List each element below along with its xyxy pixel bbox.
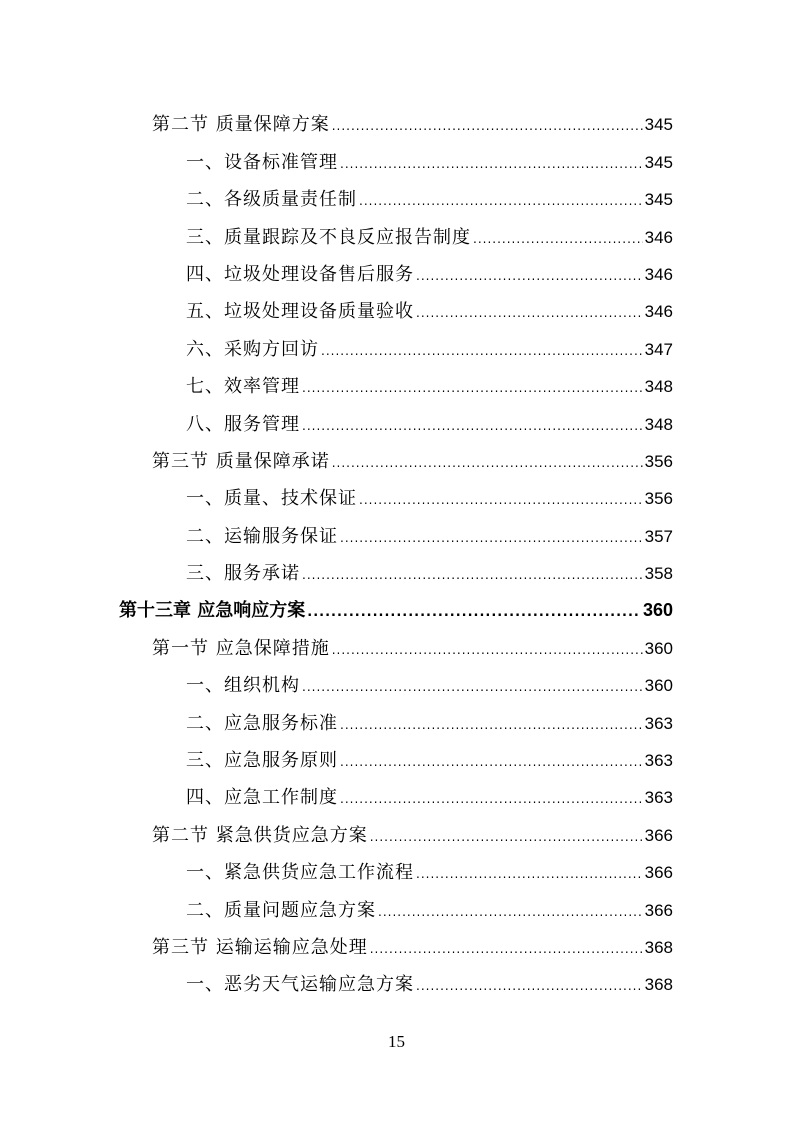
toc-entry-page: 366: [644, 863, 673, 883]
toc-entry-title: 六、采购方回访: [186, 338, 319, 360]
toc-entry-item[interactable]: [0, 510, 793, 547]
toc-entry-item[interactable]: [0, 286, 793, 323]
toc-leader-dots: [302, 680, 643, 694]
toc-entry-item[interactable]: [0, 735, 793, 772]
toc-entry-section[interactable]: [0, 809, 793, 846]
toc-entry-page: 345: [644, 190, 673, 210]
toc-entry-item[interactable]: [0, 959, 793, 996]
toc-entry-title: 三、服务承诺: [186, 563, 300, 585]
toc-entry-title: 一、恶劣天气运输应急方案: [186, 974, 414, 996]
toc-entry-page: 346: [644, 264, 673, 284]
toc-entry-page: 368: [644, 937, 673, 957]
toc-leader-dots: [302, 381, 643, 395]
toc-leader-dots: [332, 643, 643, 657]
toc-entry-item[interactable]: [0, 211, 793, 248]
toc-leader-dots: [332, 456, 643, 470]
toc-entry-page: 366: [644, 825, 673, 845]
toc-entry-item[interactable]: [0, 772, 793, 809]
toc-entry-page: 368: [644, 975, 673, 995]
toc-entry-section[interactable]: [0, 436, 793, 473]
toc-entry-title: 第二节 质量保障方案: [152, 114, 330, 136]
toc-leader-dots: [370, 830, 643, 844]
toc-entry-item[interactable]: [0, 697, 793, 734]
toc-entry-title: 八、服务管理: [186, 413, 300, 435]
toc-leader-dots: [340, 157, 643, 171]
toc-entry-item[interactable]: [0, 174, 793, 211]
toc-leader-dots: [302, 568, 643, 582]
toc-entry-section[interactable]: [0, 922, 793, 959]
toc-entry-item[interactable]: [0, 361, 793, 398]
toc-entry-page: 360: [644, 638, 673, 658]
toc-entry-title: 四、应急工作制度: [186, 787, 338, 809]
toc-entry-title: 一、紧急供货应急工作流程: [186, 862, 414, 884]
toc-entry-title: 三、质量跟踪及不良反应报告制度: [186, 226, 471, 248]
toc-entry-title: 第十三章 应急响应方案: [119, 600, 306, 622]
toc-entry-page: 346: [644, 302, 673, 322]
toc-entry-item[interactable]: [0, 548, 793, 585]
toc-leader-dots: [321, 344, 643, 358]
page-number: 15: [388, 1032, 405, 1051]
toc-leader-dots: [473, 232, 643, 246]
toc-entry-page: 347: [644, 339, 673, 359]
toc-entry-title: 第一节 应急保障措施: [152, 637, 330, 659]
toc-entry-page: 363: [644, 751, 673, 771]
toc-entry-item[interactable]: [0, 660, 793, 697]
toc-leader-dots: [359, 194, 643, 208]
toc-leader-dots: [359, 493, 643, 507]
toc-entry-page: 360: [642, 600, 673, 621]
toc-entry-title: 三、应急服务原则: [186, 750, 338, 772]
table-of-contents: [0, 99, 793, 996]
toc-entry-item[interactable]: [0, 323, 793, 360]
toc-entry-title: 一、质量、技术保证: [186, 488, 357, 510]
toc-entry-page: 346: [644, 227, 673, 247]
toc-entry-title: 二、应急服务标准: [186, 712, 338, 734]
toc-entry-page: 356: [644, 451, 673, 471]
toc-leader-dots: [302, 419, 643, 433]
toc-entry-page: 357: [644, 526, 673, 546]
toc-entry-page: 345: [644, 115, 673, 135]
toc-leader-dots: [416, 269, 643, 283]
toc-entry-title: 二、运输服务保证: [186, 525, 338, 547]
toc-entry-item[interactable]: [0, 249, 793, 286]
toc-leader-dots: [332, 119, 643, 133]
toc-entry-title: 第三节 运输运输应急处理: [152, 936, 368, 958]
toc-entry-title: 二、各级质量责任制: [186, 189, 357, 211]
toc-entry-page: 356: [644, 489, 673, 509]
toc-leader-dots: [416, 867, 643, 881]
toc-entry-title: 一、设备标准管理: [186, 151, 338, 173]
toc-leader-dots: [416, 979, 643, 993]
toc-entry-title: 第三节 质量保障承诺: [152, 450, 330, 472]
toc-entry-title: 二、质量问题应急方案: [186, 899, 376, 921]
toc-entry-page: 360: [644, 676, 673, 696]
toc-entry-section[interactable]: [0, 622, 793, 659]
toc-entry-item[interactable]: [0, 847, 793, 884]
toc-entry-title: 四、垃圾处理设备售后服务: [186, 263, 414, 285]
toc-entry-title: 七、效率管理: [186, 376, 300, 398]
toc-entry-page: 345: [644, 152, 673, 172]
toc-leader-dots: [340, 755, 643, 769]
toc-entry-chapter[interactable]: [0, 585, 793, 622]
toc-entry-item[interactable]: [0, 473, 793, 510]
toc-entry-page: 366: [644, 900, 673, 920]
toc-leader-dots: [340, 792, 643, 806]
toc-entry-title: 五、垃圾处理设备质量验收: [186, 301, 414, 323]
toc-leader-dots: [340, 718, 643, 732]
toc-entry-title: 一、组织机构: [186, 675, 300, 697]
toc-entry-section[interactable]: [0, 99, 793, 136]
toc-entry-page: 348: [644, 414, 673, 434]
toc-leader-dots: [416, 306, 643, 320]
toc-entry-page: 358: [644, 564, 673, 584]
toc-entry-page: 363: [644, 788, 673, 808]
toc-entry-page: 363: [644, 713, 673, 733]
toc-entry-title: 第二节 紧急供货应急方案: [152, 824, 368, 846]
toc-entry-item[interactable]: [0, 136, 793, 173]
toc-leader-dots: [307, 605, 641, 620]
toc-leader-dots: [340, 531, 643, 545]
toc-leader-dots: [378, 905, 643, 919]
toc-leader-dots: [370, 942, 643, 956]
toc-entry-item[interactable]: [0, 398, 793, 435]
toc-entry-item[interactable]: [0, 884, 793, 921]
toc-entry-page: 348: [644, 377, 673, 397]
